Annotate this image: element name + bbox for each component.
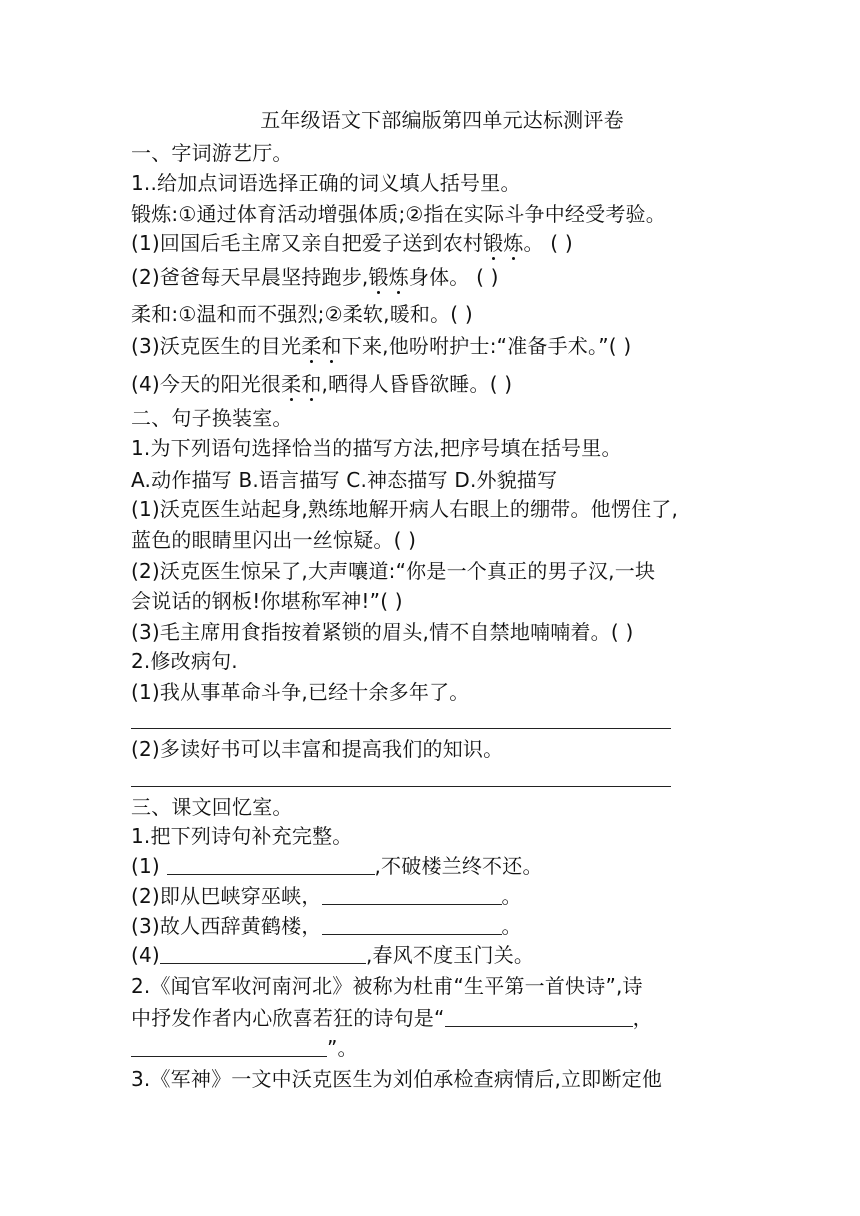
section-2-heading: 二、句子换装室。 [131,406,293,430]
sentence-2-2-1: (1)我从事革命斗争,已经十余多年了。 [131,680,470,704]
fill-blank [445,1008,633,1027]
fill-blank [131,1038,327,1057]
page-title: 五年级语文下部编版第四单元达标测评卷 [260,108,624,132]
item-1-1-4: (4)今天的阳光很柔和,晒得人昏昏欲睡。( ) [131,372,513,396]
dotted-char: 和 [301,372,322,396]
question-2-1: 1.为下列语句选择恰当的描写方法,把序号填在括号里。 [131,436,622,460]
sentence-2-2-2: (2)多读好书可以丰富和提高我们的知识。 [131,737,504,761]
section-1-heading: 一、字词游艺厅。 [131,141,293,165]
item-2-1-1b: 蓝色的眼睛里闪出一丝惊疑。( ) [131,528,417,552]
question-3-2c: ”。 [131,1035,358,1061]
option-list: A.动作描写 B.语言描写 C.神态描写 D.外貌描写 [131,468,558,492]
poem-line-3: (3)故人西辞黄鹤楼， 。 [131,914,522,938]
fill-blank [167,856,375,875]
dotted-char: 炼 [503,231,524,255]
dotted-char: 柔 [301,334,322,358]
answer-line [131,728,671,729]
poem-line-4: (4) ,春风不度玉门关。 [131,943,535,967]
dotted-char: 炼 [388,265,409,289]
item-2-1-3: (3)毛主席用食指按着紧锁的眉头,情不自禁地喃喃着。( ) [131,620,634,644]
dotted-char: 柔 [281,372,302,396]
question-1-1: 1..给加点词语选择正确的词义填人括号里。 [131,171,521,195]
dotted-char: 和 [321,334,342,358]
item-2-1-1a: (1)沃克医生站起身,熟练地解开病人右眼上的绷带。他愣住了, [131,497,679,521]
question-2-2: 2.修改病句. [131,649,238,673]
question-3-2a: 2.《闻官军收河南河北》被称为杜甫“生平第一首快诗”,诗 [131,974,643,998]
item-2-1-2a: (2)沃克医生惊呆了,大声嚷道:“你是一个真正的男子汉,一块 [131,559,656,583]
question-3-3: 3.《军神》一文中沃克医生为刘伯承检查病情后,立即断定他 [131,1067,663,1091]
fill-blank [322,916,502,935]
question-3-1: 1.把下列诗句补充完整。 [131,824,353,848]
poem-line-2: (2)即从巴峡穿巫峡， 。 [131,884,522,908]
item-1-1-3: (3)沃克医生的目光柔和下来,他吩咐护士:“准备手术。”( ) [131,334,632,358]
rouhe-definition: 柔和:①温和而不强烈;②柔软,暖和。( ) [131,302,473,326]
question-3-2b: 中抒发作者内心欣喜若狂的诗句是“ ， [131,1006,653,1030]
fill-blank [160,945,366,964]
section-3-heading: 三、课文回忆室。 [131,795,293,819]
poem-line-1: (1) ,不破楼兰终不还。 [131,854,543,878]
dotted-char: 锻 [368,265,389,289]
item-1-1-2: (2)爸爸每天早晨坚持跑步,锻炼身体。 ( ) [131,265,499,289]
answer-line [131,786,671,787]
dotted-char: 锻 [483,231,504,255]
duanlian-definition: 锻炼:①通过体育活动增强体质;②指在实际斗争中经受考验。 [131,202,666,226]
fill-blank [322,886,502,905]
item-2-1-2b: 会说话的钢板!你堪称军神!”( ) [131,589,403,613]
item-1-1-1: (1)回国后毛主席又亲自把爱子送到农村锻炼。 ( ) [131,231,573,255]
